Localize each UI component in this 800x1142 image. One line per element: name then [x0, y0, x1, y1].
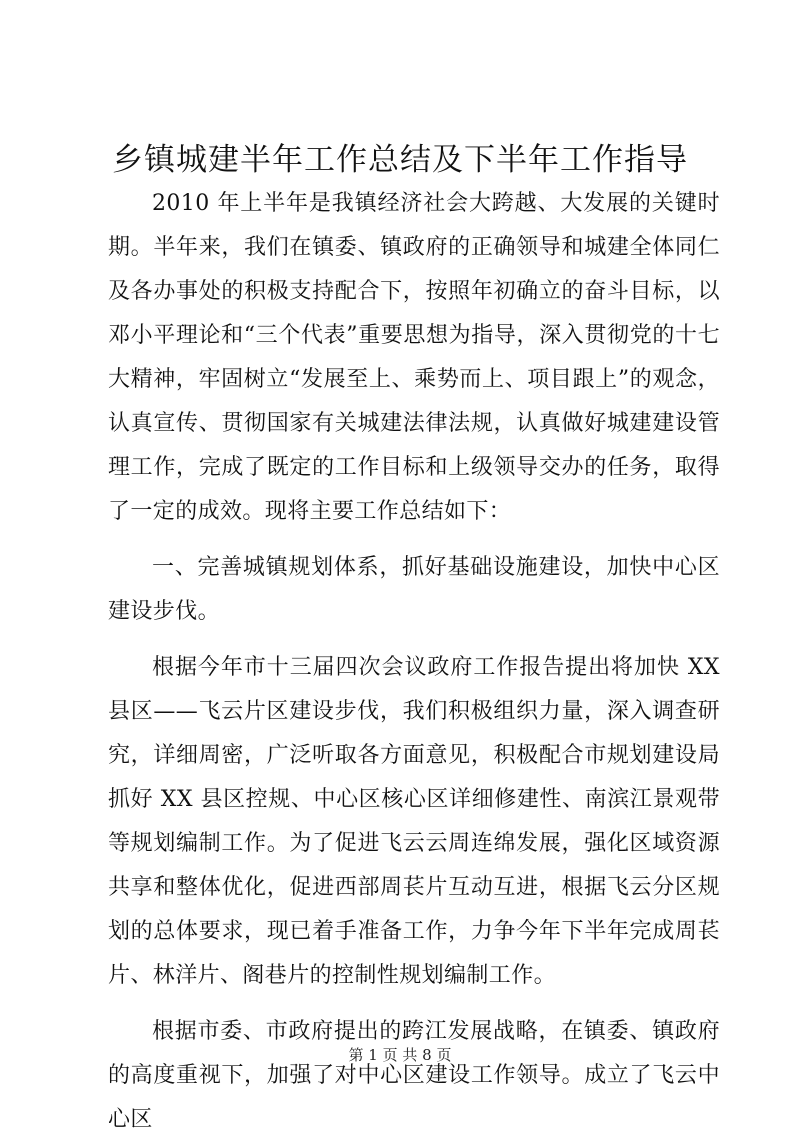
paragraph-section-heading: 一、完善城镇规划体系，抓好基础设施建设，加快中心区建设步伐。 [108, 555, 720, 624]
page-footer: 第 1 页 共 8 页 [348, 1046, 452, 1064]
paragraph-planning: 根据今年市十三届四次会议政府工作报告提出将加快 XX 县区——飞云片区建设步伐，我们积极组织力量，深入调查研究，详细周密，广泛听取各方面意见，积极配合市规划建设局抓好 XX 县区控规、中心区核心区详细修建性、南滨江景观带等规划编制工作。为了促进飞云云周连绵发展，强化区域资源共享和整体优化，促进西部周苌片互动互进，根据飞云分区规划的总体要求，现已着手准备工作，力争今年下半年完成周苌片、林洋片、阁巷片的控制性规划编制工作。 [108, 655, 720, 988]
paragraph-intro: 2010 年上半年是我镇经济社会大跨越、大发展的关键时期。半年来，我们在镇委、镇政府的正确领导和城建全体同仁及各办事处的积极支持配合下，按照年初确立的奋斗目标，以邓小平理论和“三个代表”重要思想为指导，深入贯彻党的十七大精神，牢固树立“发展至上、乘势而上、项目跟上”的观念，认真宣传、贯彻国家有关城建法律法规，认真做好城建建设管理工作，完成了既定的工作目标和上级领导交办的任务，取得了一定的成效。现将主要工作总结如下： [108, 191, 720, 524]
document-title: 乡镇城建半年工作总结及下半年工作指导 [112, 142, 688, 178]
document-body [108, 182, 720, 1142]
paragraph-cross-river: 根据市委、市政府提出的跨江发展战略，在镇委、镇政府的高度重视下，加强了对中心区建设工作领导。成立了飞云中心区 [108, 1019, 720, 1132]
